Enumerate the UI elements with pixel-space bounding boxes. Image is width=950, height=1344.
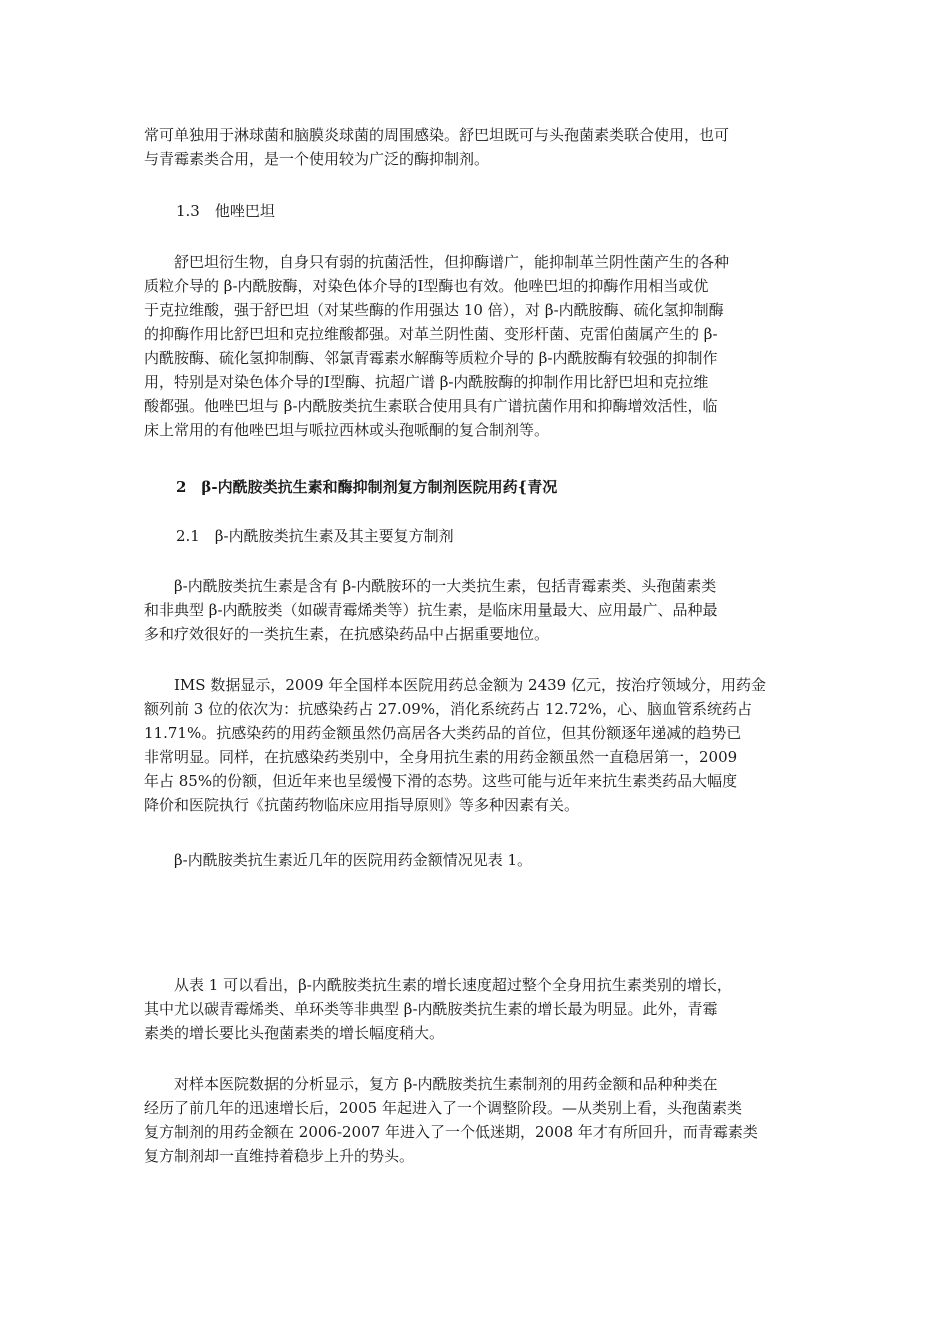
text-line: 的抑酶作用比舒巴坦和克拉维酸都强。对革兰阴性菌、变形杆菌、克雷伯菌属产生的 β- — [144, 325, 718, 343]
paragraph-table1-analysis — [144, 973, 732, 1045]
text-line: 非常明显。同样，在抗感染药类别中，全身用抗生素的用药金额虽然一直稳居第一，2009 — [144, 748, 738, 766]
text-line: 和非典型 β-内酰胺类（如碳青霉烯类等）抗生素，是临床用量最大、应用最广、品种最 — [144, 601, 718, 619]
text-line: 额列前 3 位的依次为：抗感染药占 27.09%，消化系统药占 12.72%，心、脑血管系统药占 — [144, 700, 753, 718]
text-line: 酸都强。他唑巴坦与 β-内酰胺类抗生素联合使用具有广谱抗菌作用和抑酶增效活性，临 — [144, 397, 718, 415]
text-line: 多和疗效很好的一类抗生素，在抗感染药品中占据重要地位。 — [144, 625, 550, 643]
text-line: β-内酰胺类抗生素是含有 β-内酰胺环的一大类抗生素，包括青霉素类、头孢菌素类 — [174, 577, 717, 595]
paragraph-beta-lactam-overview — [144, 574, 718, 646]
section-heading-2: 2 β-内酰胺类抗生素和酶抑制剂复方制剂医院用药{青况 — [176, 478, 558, 496]
text-line: 素类的增长要比头孢菌素类的增长幅度稍大。 — [144, 1024, 445, 1042]
paragraph-table-reference — [144, 848, 532, 872]
paragraph-tazobactam — [144, 250, 729, 442]
text-line: 11.71%。抗感染药的用药金额虽然仍高居各大类药品的首位，但其份额逐年递减的趋势已 — [144, 724, 742, 742]
text-line: 经历了前几年的迅速增长后，2005 年起进入了一个调整阶段。—从类别上看，头孢菌素类 — [144, 1099, 742, 1117]
text-line: 降价和医院执行《抗菌药物临床应用指导原则》等多种因素有关。 — [144, 796, 580, 814]
paragraph-compound-preparations — [144, 1072, 758, 1168]
text-line: 其中尤以碳青霉烯类、单环类等非典型 β-内酰胺类抗生素的增长最为明显。此外，青霉 — [144, 1000, 718, 1018]
text-line: 床上常用的有他唑巴坦与哌拉西林或头孢哌酮的复合制剂等。 — [144, 421, 550, 439]
text-line: 舒巴坦衍生物，自身只有弱的抗菌活性，但抑酶谱广，能抑制革兰阴性菌产生的各种 — [174, 253, 730, 271]
text-line: β-内酰胺类抗生素近几年的医院用药金额情况见表 1。 — [174, 851, 533, 869]
section-heading-1-3: 1.3 他唑巴坦 — [176, 202, 275, 220]
text-line: 质粒介导的 β-内酰胺酶，对染色体介导的Ⅰ型酶也有效。他唑巴坦的抑酶作用相当或优 — [144, 277, 709, 295]
text-line: 与青霉素类合用，是一个使用较为广泛的酶抑制剂。 — [144, 150, 490, 168]
text-line: 对样本医院数据的分析显示，复方 β-内酰胺类抗生素制剂的用药金额和品种种类在 — [174, 1075, 718, 1093]
text-line: 于克拉维酸，强于舒巴坦（对某些酶的作用强达 10 倍），对 β-内酰胺酶、硫化氢抑制酶 — [144, 301, 724, 319]
paragraph-ims-data — [144, 673, 766, 817]
text-line: 年占 85%的份额，但近年来也呈缓慢下滑的态势。这些可能与近年来抗生素类药品大幅度 — [144, 772, 738, 790]
text-line: 复方制剂的用药金额在 2006-2007 年进入了一个低迷期，2008 年才有所回升，而青霉素类 — [144, 1123, 758, 1141]
section-heading-2-1: 2.1 β-内酰胺类抗生素及其主要复方制剂 — [176, 527, 454, 545]
text-line: 从表 1 可以看出，β-内酰胺类抗生素的增长速度超过整个全身用抗生素类别的增长， — [174, 976, 732, 994]
text-line: IMS 数据显示，2009 年全国样本医院用药总金额为 2439 亿元，按治疗领域分，用药金 — [174, 676, 766, 694]
text-line: 复方制剂却一直维持着稳步上升的势头。 — [144, 1147, 415, 1165]
text-line: 常可单独用于淋球菌和脑膜炎球菌的周围感染。舒巴坦既可与头孢菌素类联合使用，也可 — [144, 126, 730, 144]
text-line: 内酰胺酶、硫化氢抑制酶、邻氯青霉素水解酶等质粒介导的 β-内酰胺酶有较强的抑制作 — [144, 349, 718, 367]
text-line: 用，特别是对染色体介导的Ⅰ型酶、抗超广谱 β-内酰胺酶的抑制作用比舒巴坦和克拉维 — [144, 373, 709, 391]
paragraph-sulbactam-continuation — [144, 123, 729, 171]
